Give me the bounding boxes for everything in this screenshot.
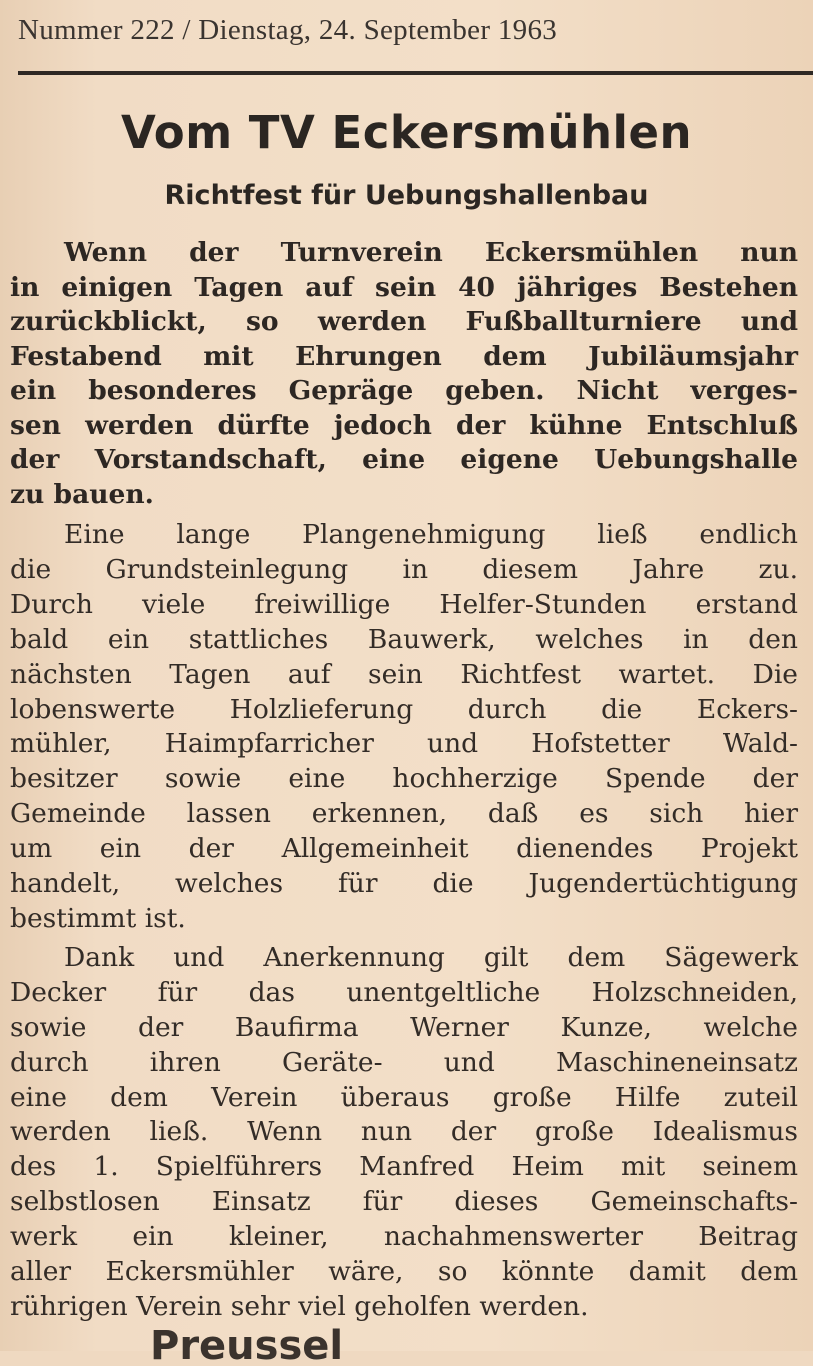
text-line: Eine lange Plangenehmigung ließ endlich [64,519,798,550]
text-line: Festabend mit Ehrungen dem Jubiläumsjahr [10,340,798,372]
text-line: eine dem Verein überaus große Hilfe zuteil [10,1081,798,1113]
paragraph-1 [10,236,798,512]
text-line: bald ein stattliches Bauwerk, welches in den [10,623,798,655]
text-line: besitzer sowie eine hochherzige Spende der [10,763,798,795]
paragraph-2 [10,518,798,937]
text-line: Wenn der Turnverein Eckersmühlen nun [64,237,798,268]
header-rule [18,71,813,75]
text-line: sen werden dürfte jedoch der kühne Entschluß [10,409,798,441]
text-line: handelt, welches für die Jugendertüchtigung [10,868,798,900]
text-line: sowie der Baufirma Werner Kunze, welche [10,1011,798,1043]
text-line: rührigen Verein sehr viel geholfen werden. [10,1290,589,1322]
text-line: Durch viele freiwillige Helfer-Stunden erstand [10,588,798,620]
text-line: Decker für das unentgeltliche Holzschneiden, [10,976,798,1008]
text-line: in einigen Tagen auf sein 40 jähriges Bestehen [10,271,798,303]
text-line: aller Eckersmühler wäre, so könnte damit dem [10,1256,798,1288]
text-line: lobenswerte Holzlieferung durch die Eckers- [10,693,798,725]
text-line: um ein der Allgemeinheit dienendes Projekt [10,833,798,865]
text-line: werk ein kleiner, nachahmenswerter Beitrag [10,1221,798,1253]
text-line: werden ließ. Wenn nun der große Idealismus [10,1116,798,1148]
text-line: nächsten Tagen auf sein Richtfest wartet. Die [10,658,798,690]
text-line: zu bauen. [10,478,154,510]
article-headline: Vom TV Eckersmühlen [120,106,693,159]
text-line: bestimmt ist. [10,902,186,934]
article-body [10,236,798,1325]
article-subheadline: Richtfest für Uebungshallenbau [164,180,649,211]
text-line: Gemeinde lassen erkennen, daß es sich hier [10,798,798,830]
text-line: durch ihren Geräte- und Maschineneinsatz [10,1046,798,1078]
text-line: des 1. Spielführers Manfred Heim mit seinem [10,1151,798,1183]
text-line: Dank und Anerkennung gilt dem Sägewerk [64,941,798,973]
issue-dateline: Nummer 222 / Dienstag, 24. September 1963 [18,14,558,46]
text-line: zurückblickt, so werden Fußballturniere und [10,306,798,337]
next-article-headline-fragment: Preussel [150,1326,344,1366]
text-line: mühler, Haimpfarricher und Hofstetter Wald- [10,728,798,760]
text-line: ein besonderes Gepräge geben. Nicht verges- [10,375,798,406]
text-line: die Grundsteinlegung in diesem Jahre zu. [10,553,798,585]
paragraph-3 [10,941,798,1325]
text-line: selbstlosen Einsatz für dieses Gemeinschafts- [10,1186,798,1218]
text-line: der Vorstandschaft, eine eigene Uebungshalle [10,444,798,475]
